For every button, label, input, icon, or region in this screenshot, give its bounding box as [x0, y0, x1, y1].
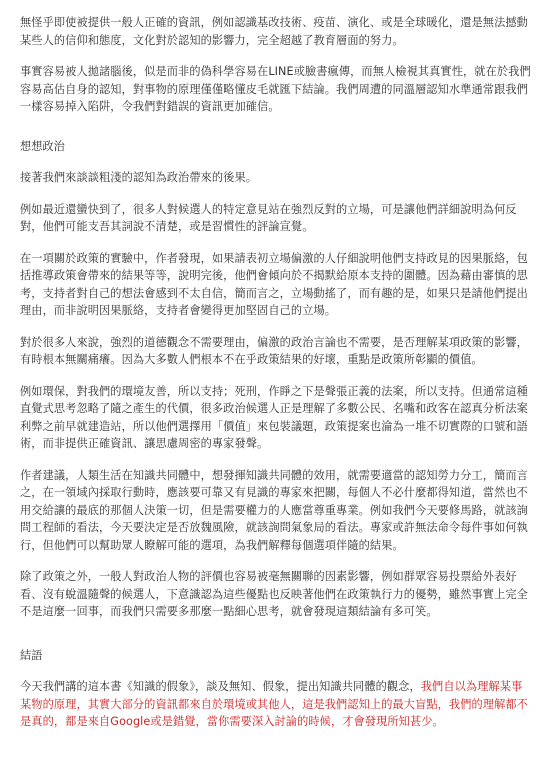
- politics-paragraph-6: 作者建議，人類生活在知識共同體中，想發揮知識共同體的效用，就需要適當的認知勞力分工，簡而言之，在一領域內採取行動時，應該要可靠又有見識的專家來把關，每個人不必什麼都得知道，當然也不用交給讓的最底的那個人決策一切，但是需要權力的人應當尊重專業。例如我們今天要修馬路，就該詢問工程師的看法，今天要決定是否放魏風險，就該詢問氣象局的看法。專家或許無法命令每件事如何執行，但他們可以幫助眾人瞭解可能的選項，為我們解釋每個選項伴隨的結果。: [20, 468, 528, 552]
- politics-paragraph-7: 除了政策之外，一般人對政治人物的評價也容易被毫無關聯的因素影響，例如群眾容易投票給外表好看、沒有蛻溫隨聲的候選人，下意識認為這些優點也反映著他們在政策執行力的優勢，雖然事實上完全不是這麼一回事，而我們只需要多那麼一點細心思考，就會發現這類結論有多可笑。: [20, 570, 528, 618]
- conclusion-paragraph: [20, 678, 532, 731]
- politics-paragraph-1: 接著我們來談談粗淺的認知為政治帶來的後果。: [20, 171, 258, 184]
- article-body: [20, 14, 532, 745]
- intro-paragraph-1: 無怪乎即使被提供一般人正確的資訊，例如認識基改技術、疫苗、演化、或是全球暖化，還是無法撼動某些人的信仰和態度，文化對於認知的影響力，完全超越了教育層面的努力。: [20, 16, 528, 47]
- intro-paragraph-2: 事實容易被人拋諸腦後，似是而非的偽科學容易在LINE或臉書瘋傳，而無人檢視其真實性，就在於我們容易高估自身的認知，對事物的原理僅僅略懂皮毛就匯下結論。我們周遭的同溫層認知水準通常跟我們一樣容易掉入陷阱，令我們對錯誤的資訊更加確信。: [20, 65, 531, 113]
- conclusion-highlight-text: 我們自以為理解某事某物的原理，其實大部分的資訊都來自於環境或其他人，這是我們認知上的最大盲點，我們的理解都不是真的，都是來自Google或是錯覺，當你需要深入討論的時候，才會發現所知甚少。: [20, 680, 528, 728]
- politics-paragraph-3: 在一項關於政策的實驗中，作者發現，如果請表初立場偏激的人仔細說明他們支持政見的因果脈絡，包括推導政策會帶來的結果等等，說明完後，他們會傾向於不揭默給原本支持的圍體。因為藉由審慎的思考，支持者對自己的想法會感到不太自信，簡而言之，立場動搖了，而有趣的是，如果只是請他們提出理由，而非說明因果脈絡，支持者會變得更加堅固自己的立場。: [20, 251, 528, 317]
- politics-paragraph-5: 例如環保，對我們的環境友善，所以支持；死刑，作睜之下是聲張正義的法案，所以支持。但通常這種直覺式思考忽略了隨之產生的代價，很多政治候選人正是理解了多數公民、名嘴和政客在認真分析法案利弊之前早就建造站，所以他們選擇用「價值」來包裝議題，政策提案也淪為一堆不切實際的口號和語術，而非提供正確資訊、讓思慮周密的專家發聲。: [20, 384, 528, 450]
- section-heading-politics: 想想政治: [20, 139, 65, 153]
- politics-paragraph-2: 例如最近還蠻快到了，很多人對候選人的特定意見站在強烈反對的立場，可是讓他們詳細說明為何反對，他們可能支吾其詞說不清楚，或是習慣性的評論宣覺。: [20, 202, 517, 233]
- section-heading-conclusion: 結語: [20, 648, 43, 662]
- conclusion-text: 今天我們講的這本書《知識的假象》，談及無知、假象，提出知識共同體的觀念，: [20, 680, 421, 693]
- politics-paragraph-4: 對於很多人來說，強烈的道德觀念不需要理由，偏激的政治言論也不需要，是否理解某項政策的影響，有時根本無關痛癢。因為大多數人們根本不在乎政策結果的好壞，重點是政策所彰顯的價值。: [20, 335, 528, 366]
